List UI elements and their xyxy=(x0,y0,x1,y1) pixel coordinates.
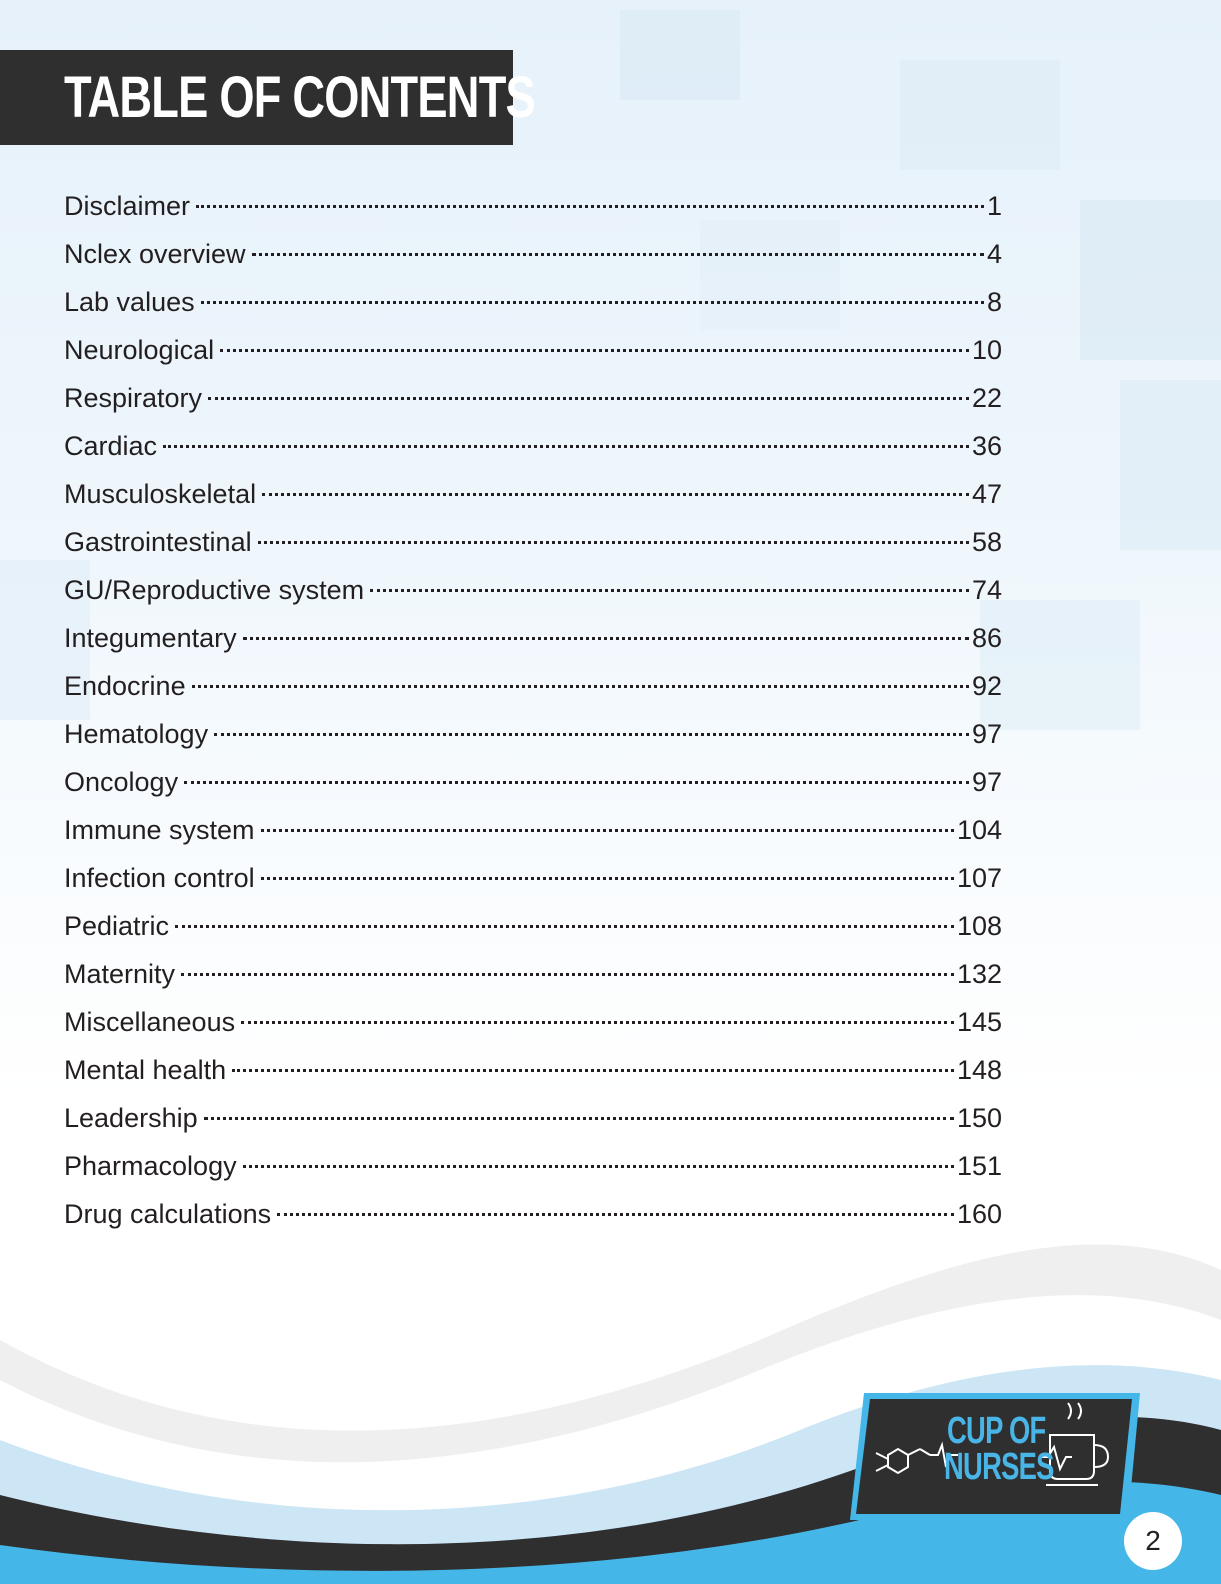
toc-entry-label: Immune system xyxy=(64,815,255,845)
toc-entry-page: 148 xyxy=(956,1055,1002,1085)
toc-entry-label: Gastrointestinal xyxy=(64,527,252,557)
toc-entry-label: Maternity xyxy=(64,959,176,989)
toc-dot-leader xyxy=(252,253,984,256)
toc-entry-label: Nclex overview xyxy=(64,239,246,269)
toc-entry[interactable] xyxy=(64,1046,1002,1094)
toc-entry[interactable] xyxy=(64,182,1002,230)
toc-entry[interactable] xyxy=(64,662,1002,710)
toc-entry-page: 1 xyxy=(986,191,1002,221)
page-title: TABLE OF CONTENTS xyxy=(64,65,535,130)
toc-entry-label: Integumentary xyxy=(64,623,237,653)
toc-dot-leader xyxy=(201,301,984,304)
toc-dot-leader xyxy=(258,541,969,544)
toc-dot-leader xyxy=(192,685,969,688)
toc-dot-leader xyxy=(232,1069,954,1072)
toc-entry-page: 151 xyxy=(956,1151,1002,1181)
toc-entry[interactable] xyxy=(64,902,1002,950)
toc-entry[interactable] xyxy=(64,1142,1002,1190)
toc-dot-leader xyxy=(370,589,969,592)
toc-entry-page: 160 xyxy=(956,1199,1002,1229)
toc-entry-label: Hematology xyxy=(64,719,209,749)
toc-entry-label: GU/Reproductive system xyxy=(64,575,365,605)
toc-entry[interactable] xyxy=(64,614,1002,662)
toc-entry-label: Miscellaneous xyxy=(64,1007,236,1037)
toc-entry-label: Cardiac xyxy=(64,431,158,461)
toc-entry[interactable] xyxy=(64,1094,1002,1142)
toc-dot-leader xyxy=(241,1021,954,1024)
toc-entry[interactable] xyxy=(64,470,1002,518)
toc-dot-leader xyxy=(261,877,954,880)
toc-entry[interactable] xyxy=(64,950,1002,998)
toc-entry-label: Drug calculations xyxy=(64,1199,272,1229)
toc-entry-page: 108 xyxy=(956,911,1002,941)
toc-dot-leader xyxy=(208,397,969,400)
toc-entry-label: Oncology xyxy=(64,767,179,797)
toc-dot-leader xyxy=(196,205,984,208)
toc-dot-leader xyxy=(184,781,969,784)
toc-entry-page: 86 xyxy=(971,623,1002,653)
toc-dot-leader xyxy=(243,1165,954,1168)
toc-entry-page: 132 xyxy=(956,959,1002,989)
toc-entry-page: 92 xyxy=(971,671,1002,701)
toc-entry-page: 97 xyxy=(971,767,1002,797)
toc-entry-page: 58 xyxy=(971,527,1002,557)
toc-entry-label: Musculoskeletal xyxy=(64,479,257,509)
toc-entry-page: 107 xyxy=(956,863,1002,893)
toc-entry[interactable] xyxy=(64,566,1002,614)
toc-dot-leader xyxy=(181,973,954,976)
logo-text-line1: CUP OF xyxy=(947,1410,1046,1452)
toc-entry-page: 97 xyxy=(971,719,1002,749)
toc-dot-leader xyxy=(204,1117,954,1120)
title-bar xyxy=(0,50,535,145)
toc-entry[interactable] xyxy=(64,326,1002,374)
toc-entry-label: Infection control xyxy=(64,863,255,893)
toc-entry[interactable] xyxy=(64,230,1002,278)
toc-entry-page: 145 xyxy=(956,1007,1002,1037)
toc-entry-page: 10 xyxy=(971,335,1002,365)
toc-entry-page: 22 xyxy=(971,383,1002,413)
toc-entry-label: Pediatric xyxy=(64,911,170,941)
toc-entry-label: Mental health xyxy=(64,1055,227,1085)
toc-dot-leader xyxy=(243,637,969,640)
toc-entry-page: 150 xyxy=(956,1103,1002,1133)
toc-entry[interactable] xyxy=(64,758,1002,806)
toc-entry-label: Respiratory xyxy=(64,383,203,413)
toc-dot-leader xyxy=(214,733,969,736)
toc-entry-label: Endocrine xyxy=(64,671,186,701)
page-number: 2 xyxy=(1145,1525,1161,1556)
toc-entry-page: 8 xyxy=(986,287,1002,317)
toc-entry[interactable] xyxy=(64,854,1002,902)
toc-dot-leader xyxy=(277,1213,954,1216)
toc-entry-page: 47 xyxy=(971,479,1002,509)
toc-dot-leader xyxy=(261,829,954,832)
logo-text-line2: NURSES xyxy=(944,1446,1054,1488)
toc-entry[interactable] xyxy=(64,518,1002,566)
toc-entry[interactable] xyxy=(64,422,1002,470)
cup-of-nurses-logo xyxy=(850,1393,1155,1520)
toc-dot-leader xyxy=(163,445,969,448)
toc-entry-label: Leadership xyxy=(64,1103,198,1133)
toc-entry[interactable] xyxy=(64,710,1002,758)
toc-entry-label: Lab values xyxy=(64,287,195,317)
toc-entry[interactable] xyxy=(64,806,1002,854)
page-number-badge xyxy=(1124,1512,1182,1570)
toc-entry[interactable] xyxy=(64,374,1002,422)
toc-entry-page: 4 xyxy=(986,239,1002,269)
toc-dot-leader xyxy=(262,493,969,496)
toc-entry[interactable] xyxy=(64,278,1002,326)
toc-entry[interactable] xyxy=(64,998,1002,1046)
toc-entry-label: Disclaimer xyxy=(64,191,191,221)
toc-entry-label: Pharmacology xyxy=(64,1151,237,1181)
toc-entry-label: Neurological xyxy=(64,335,215,365)
toc-dot-leader xyxy=(175,925,954,928)
table-of-contents xyxy=(64,182,1002,1238)
toc-dot-leader xyxy=(220,349,969,352)
toc-entry-page: 36 xyxy=(971,431,1002,461)
toc-entry-page: 74 xyxy=(971,575,1002,605)
toc-entry-page: 104 xyxy=(956,815,1002,845)
